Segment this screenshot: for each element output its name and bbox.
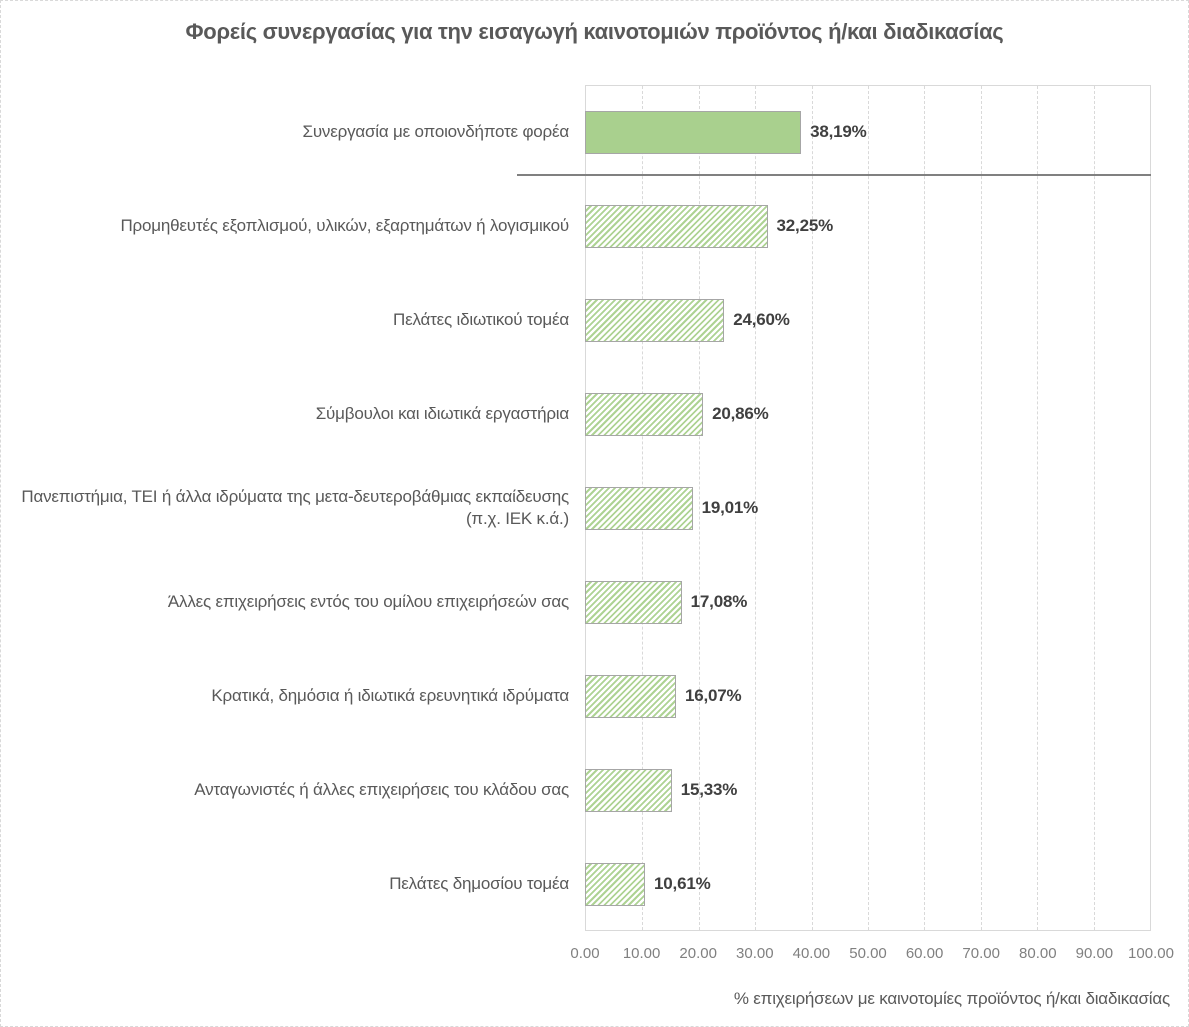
separator-line (517, 174, 1151, 176)
bar-row (1, 367, 1151, 461)
bar (585, 581, 682, 624)
bar (585, 393, 703, 436)
category-label: Πελάτες δημοσίου τομέα (389, 873, 569, 893)
category-label: Συνεργασία με οποιονδήποτε φορέα (302, 121, 569, 141)
bar-row (1, 649, 1151, 743)
value-label: 17,08% (690, 592, 748, 611)
x-axis-title: % επιχειρήσεων με καινοτομίες προϊόντος ή/και διαδικασίας (733, 989, 1170, 1008)
x-axis-tick-label: 100.00 (1128, 945, 1174, 962)
value-label: 38,19% (810, 122, 867, 141)
x-axis-tick-label: 0.00 (570, 945, 600, 962)
x-axis-tick-label: 30.00 (736, 945, 774, 962)
bar-cell (585, 555, 1151, 649)
value-label: 10,61% (654, 874, 711, 893)
category-label: Προμηθευτές εξοπλισμού, υλικών, εξαρτημάτων ή λογισμικού (120, 215, 569, 235)
value-label: 16,07% (684, 686, 742, 705)
x-axis-tick-label: 10.00 (622, 945, 661, 962)
category-label: Ανταγωνιστές ή άλλες επιχειρήσεις του κλάδου σας (194, 779, 569, 799)
bar (585, 299, 724, 342)
value-label: 20,86% (712, 404, 769, 423)
bar-cell (585, 743, 1151, 837)
x-axis-tick-label: 90.00 (1075, 945, 1114, 962)
bar-cell (585, 273, 1151, 367)
bar (585, 769, 672, 812)
bar-cell (585, 85, 1151, 179)
x-axis-tick-label: 80.00 (1019, 945, 1057, 962)
x-axis-ticks (570, 945, 1174, 965)
bar-row (1, 461, 1151, 555)
value-label: 24,60% (733, 310, 790, 329)
bar-row (1, 179, 1151, 273)
bar-row (1, 85, 1151, 179)
bar (585, 205, 768, 248)
bar (585, 863, 645, 906)
bar-row (1, 743, 1151, 837)
value-label: 15,33% (680, 780, 738, 799)
category-label: Άλλες επιχειρήσεις εντός του ομίλου επιχειρήσεών σας (167, 591, 569, 611)
bar-cell (585, 461, 1151, 555)
value-label: 19,01% (701, 498, 759, 517)
bar-cell (585, 649, 1151, 743)
category-label: Σύμβουλοι και ιδιωτικά εργαστήρια (315, 403, 569, 423)
bar (585, 111, 801, 154)
bar-row (1, 837, 1151, 931)
x-axis-tick-label: 50.00 (849, 945, 887, 962)
x-axis-tick-label: 60.00 (905, 945, 944, 962)
x-axis-tick-label: 40.00 (792, 945, 831, 962)
bar-row (1, 555, 1151, 649)
x-axis-tick-label: 70.00 (962, 945, 1000, 962)
value-label: 32,25% (776, 216, 833, 235)
bar-row (1, 273, 1151, 367)
bar (585, 675, 676, 718)
bar-cell (585, 837, 1151, 931)
x-axis-tick-label: 20.00 (679, 945, 717, 962)
category-label: Πελάτες ιδιωτικού τομέα (393, 309, 569, 329)
bar (585, 487, 693, 530)
bar-rows (1, 85, 1151, 931)
chart-title: Φορείς συνεργασίας για την εισαγωγή καινοτομιών προϊόντος ή/και διαδικασίας (185, 19, 1004, 44)
category-label: Πανεπιστήμια, ΤΕΙ ή άλλα ιδρύματα της μετα-δευτεροβάθμιας εκπαίδευσης (π.χ. ΙΕΚ κ.ά.) (21, 486, 569, 528)
bar-cell (585, 179, 1151, 273)
category-label: Κρατικά, δημόσια ή ιδιωτικά ερευνητικά ιδρύματα (211, 685, 569, 705)
bar-cell (585, 367, 1151, 461)
